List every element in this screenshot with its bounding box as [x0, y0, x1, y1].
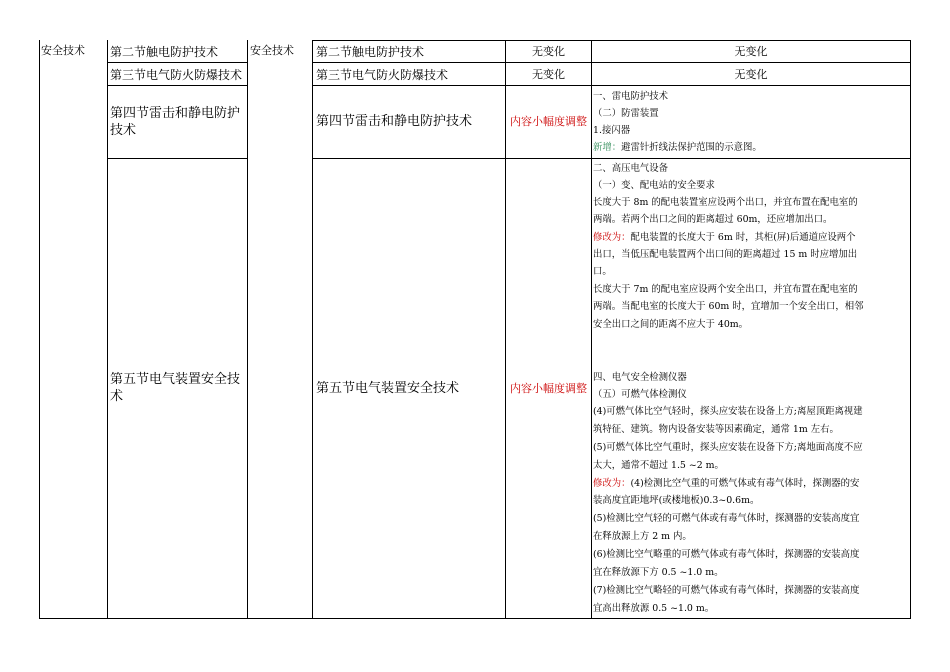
- detail-line: 长度大于 8m 的配电装置室应设两个出口，并宜布置在配电室的: [593, 197, 858, 208]
- detail-line: 在释放源上方 2 m 内。: [593, 531, 692, 542]
- grid-line: [312, 62, 911, 63]
- detail-line-modified: [593, 477, 909, 490]
- detail-line: （五）可燃气体检测仪: [593, 389, 687, 400]
- detail-line: 四、电气安全检测仪器: [593, 372, 687, 383]
- detail-s2: 无变化: [734, 45, 768, 58]
- grid-line: [247, 40, 248, 618]
- detail-line: (7)检测比空气略轻的可燃气体或有毒气体时，探测器的安装高度: [593, 585, 860, 596]
- grid-line: [910, 40, 911, 618]
- added-prefix: 新增：: [593, 142, 622, 153]
- detail-text: 避雷针折线法保护范围的示意图。: [621, 142, 762, 153]
- detail-line: 太大，通常不超过 1.5 ~2 m。: [593, 460, 724, 471]
- detail-line: （二）防雷装置: [593, 108, 659, 119]
- detail-line-added: [593, 141, 909, 154]
- category-label: 安全技术: [250, 44, 294, 57]
- detail-line: 长度大于 7m 的配电室应设两个安全出口，并宜布置在配电室的: [593, 284, 858, 295]
- detail-line: 装高度宜距地坪(或楼地板)0.3~0.6m。: [593, 495, 760, 506]
- detail-line: （一）变、配电站的安全要求: [593, 180, 715, 191]
- grid-line: [39, 618, 911, 619]
- grid-line: [107, 62, 247, 63]
- grid-line: [312, 85, 911, 86]
- detail-line: (5)可燃气体比空气重时，探头应安装在设备下方;离地面高度不应: [593, 442, 863, 453]
- detail-line: 安全出口之间的距离不应大于 40m。: [593, 319, 749, 330]
- detail-line: 1.接闪器: [593, 125, 631, 136]
- detail-line: 二、高压电气设备: [593, 163, 669, 174]
- status-s5: 内容小幅度调整: [510, 382, 587, 395]
- new-section-2: 第二节触电防护技术: [316, 45, 425, 59]
- grid-line: [312, 158, 911, 159]
- detail-line: 两端。当配电室的长度大于 60m 时，宜增加一个安全出口，相邻: [593, 301, 864, 312]
- detail-line: 一、雷电防护技术: [593, 91, 669, 102]
- detail-line: (5)检测比空气轻的可燃气体或有毒气体时，探测器的安装高度宜: [593, 513, 860, 524]
- detail-text: 配电装置的长度大于 6m 时，其柜(屏)后通道应设两个: [630, 232, 856, 243]
- status-s4: 内容小幅度调整: [510, 115, 587, 128]
- new-section-3: 第三节电气防火防爆技术: [316, 68, 449, 82]
- detail-line: 出口，当低压配电装置两个出口间的距离超过 15 m 时应增加出: [593, 249, 858, 260]
- detail-text: (4)检测比空气重的可燃气体或有毒气体时，探测器的安: [630, 478, 860, 489]
- old-section-3: 第三节电气防火防爆技术: [110, 68, 243, 82]
- status-s3: 无变化: [532, 68, 565, 81]
- old-section-4: 第四节雷击和静电防护技术: [110, 106, 241, 138]
- modified-prefix: 修改为：: [593, 232, 631, 243]
- detail-line: 两端。若两个出口之间的距离超过 60m，还应增加出口。: [593, 214, 833, 225]
- status-s2: 无变化: [532, 45, 565, 58]
- grid-line: [39, 40, 40, 618]
- detail-line: (4)可燃气体比空气轻时，探头应安装在设备上方;离屋顶距离视建: [593, 406, 863, 417]
- grid-line: [312, 40, 313, 618]
- detail-line: 口。: [593, 266, 612, 277]
- new-section-5: 第五节电气装置安全技术: [316, 381, 460, 396]
- grid-line: [591, 40, 592, 618]
- grid-line: [107, 85, 247, 86]
- detail-line: 宜在释放源下方 0.5 ~1.0 m。: [593, 567, 724, 578]
- new-section-4: 第四节雷击和静电防护技术: [316, 114, 473, 129]
- detail-line: (6)检测比空气略重的可燃气体或有毒气体时，探测器的安装高度: [593, 549, 860, 560]
- detail-line-modified: [593, 231, 909, 244]
- grid-line: [107, 40, 108, 618]
- detail-line: 宜高出释放源 0.5 ~1.0 m。: [593, 603, 715, 614]
- grid-line: [107, 158, 247, 159]
- category-label: 安全技术: [41, 44, 85, 57]
- modified-prefix: 修改为：: [593, 478, 631, 489]
- old-section-2: 第二节触电防护技术: [110, 45, 219, 59]
- detail-s3: 无变化: [734, 68, 768, 81]
- grid-line: [312, 40, 911, 41]
- old-section-5: 第五节电气装置安全技术: [110, 372, 241, 404]
- detail-line: 筑特征、建筑。物内设备安装等因素确定，通常 1m 左右。: [593, 424, 839, 435]
